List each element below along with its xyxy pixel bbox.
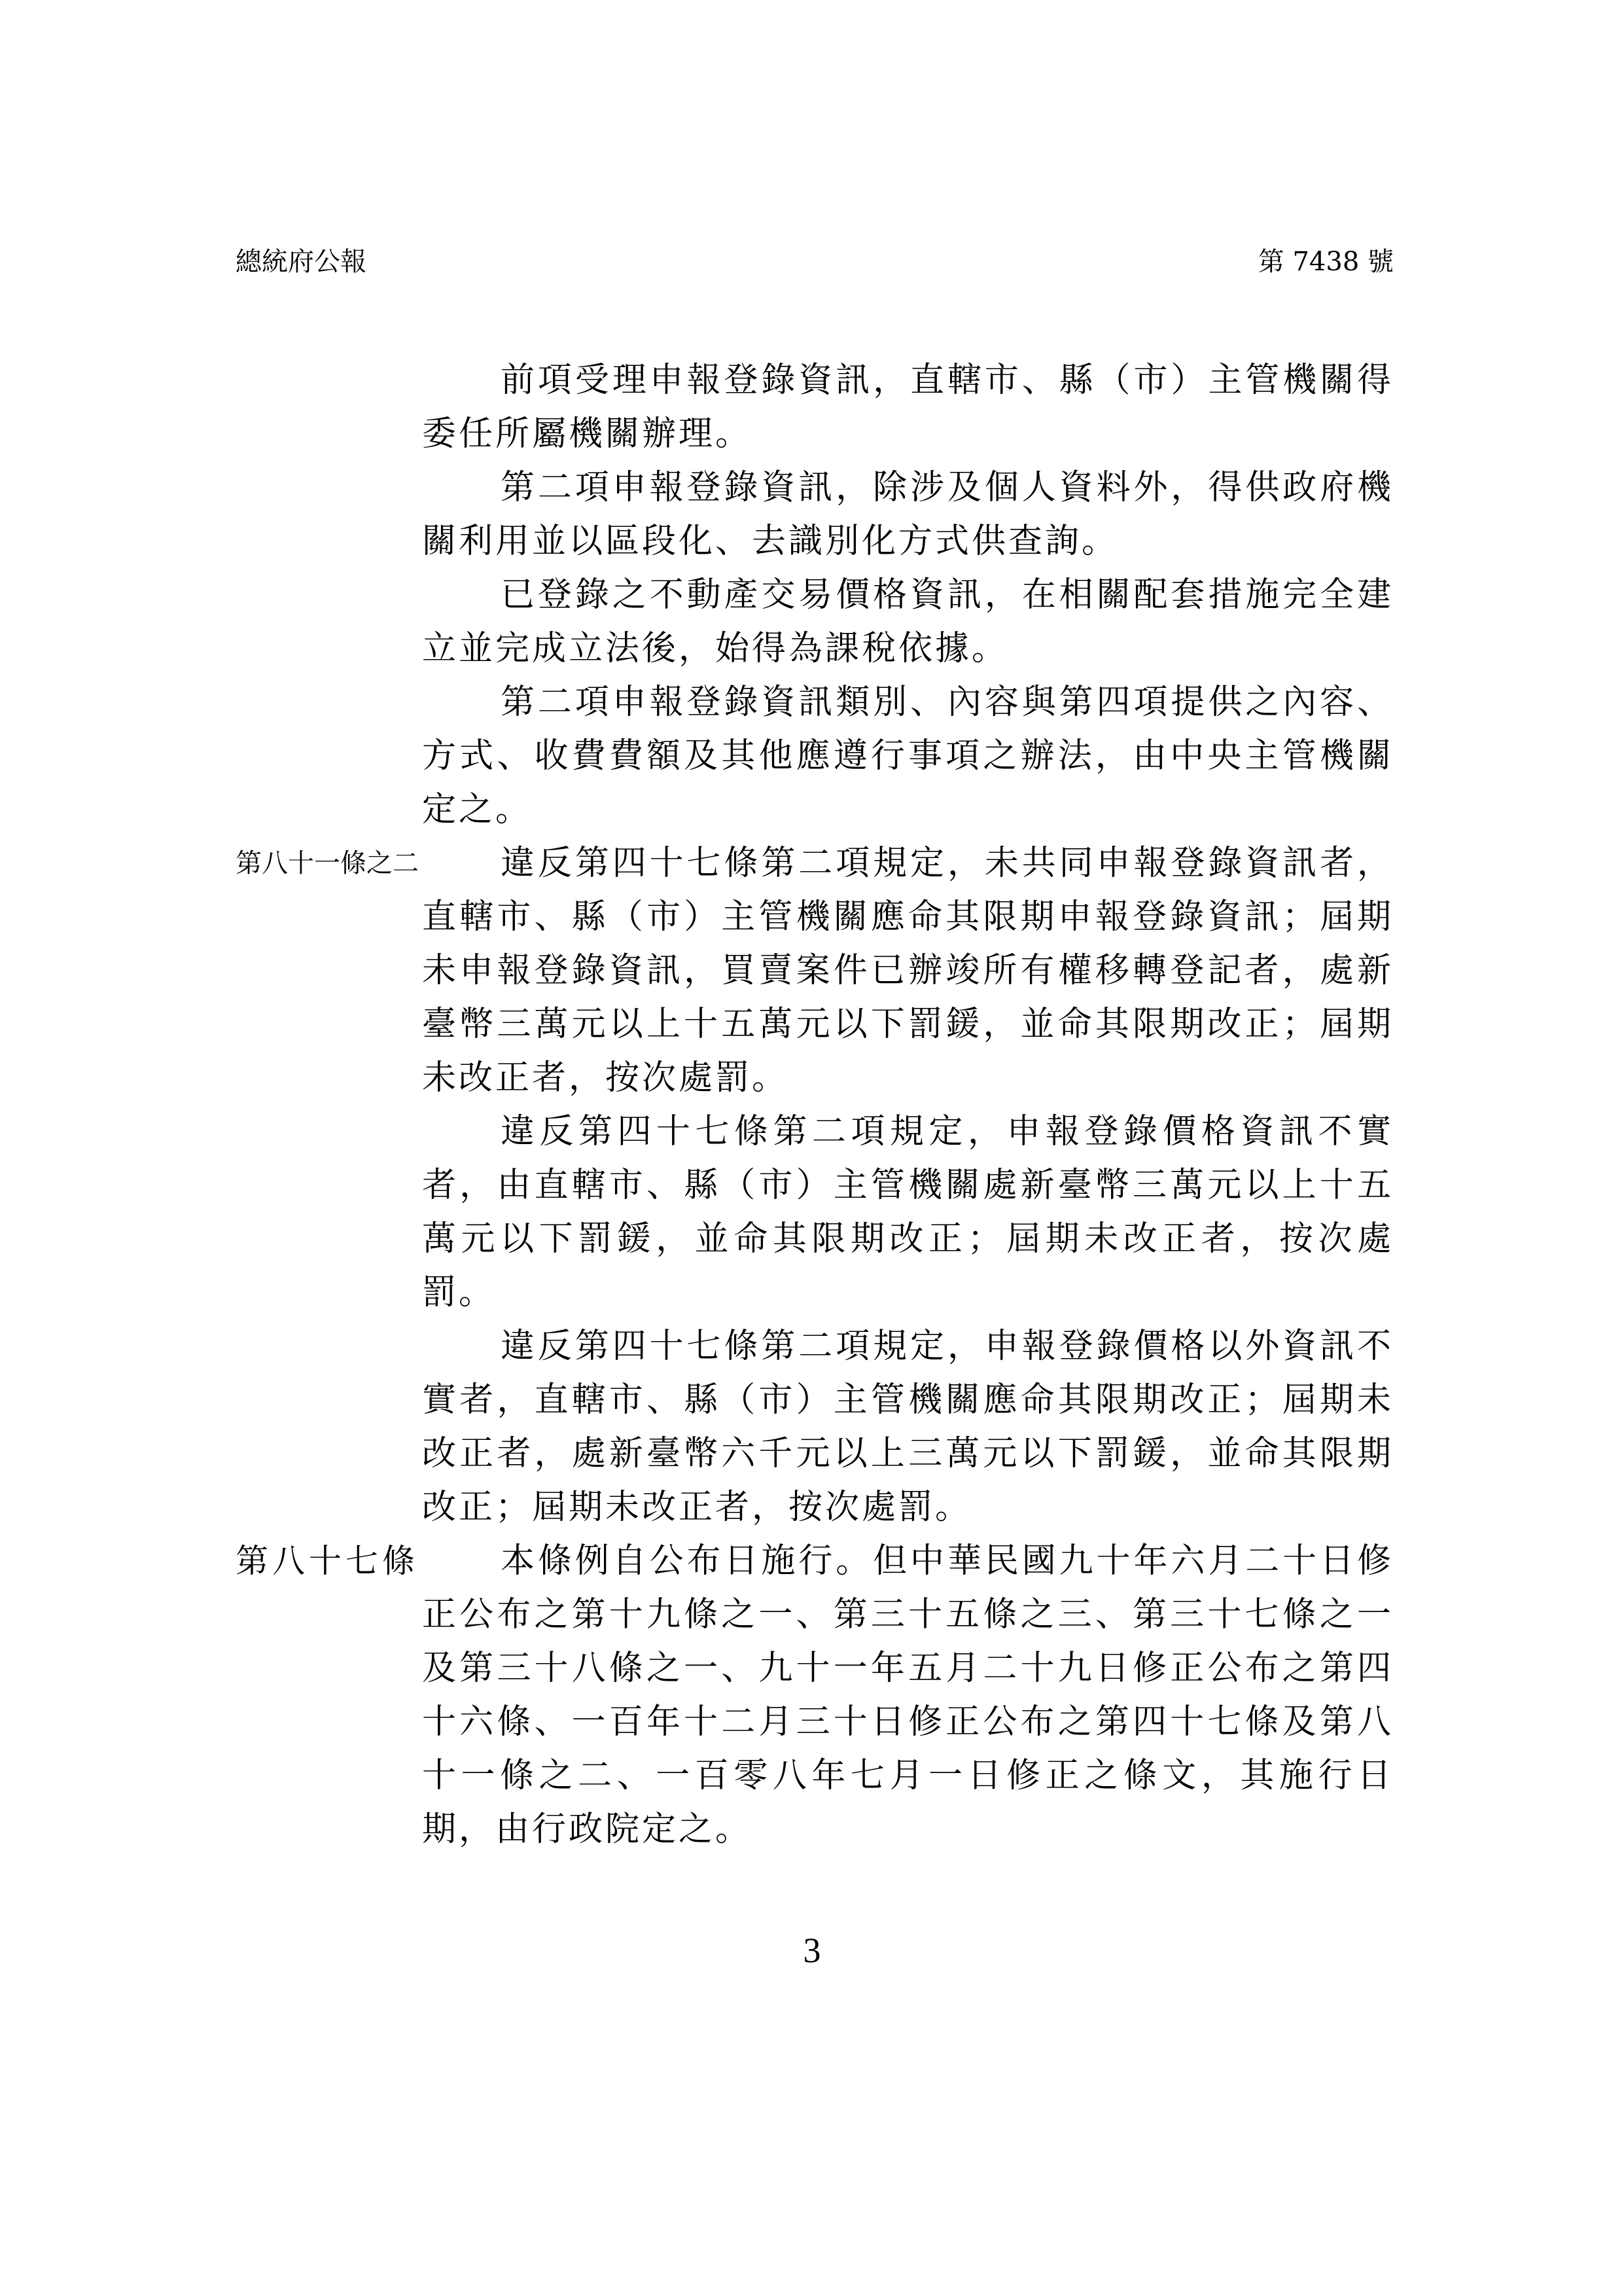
article-81-2-paragraph-1: 違反第四十七條第二項規定，未共同申報登錄資訊者，直轄市、縣（市）主管機關應命其限期申報登錄資訊；屆期未申報登錄資訊，買賣案件已辦竣所有權移轉登記者，處新臺幣三萬元以上十五萬元以下罰鍰，並命其限期改正；屆期未改正者，按次處罰。 [422,844,1394,1098]
article-81-2-paragraph-2: 違反第四十七條第二項規定，申報登錄價格資訊不實者，由直轄市、縣（市）主管機關處新臺幣三萬元以上十五萬元以下罰鍰，並命其限期改正；屆期未改正者，按次處罰。 [422,1112,1394,1312]
page-header [236,242,1394,281]
page-number: 3 [803,1931,821,1970]
article-87 [236,1534,1394,1856]
article-87-label: 第八十七條 [236,1542,419,1580]
document-body [236,353,1394,1856]
article-81-2-label: 第八十一條之二 [236,848,419,878]
intro-paragraph-2: 第二項申報登錄資訊，除涉及個人資料外，得供政府機關利用並以區段化、去識別化方式供查詢。 [422,468,1394,561]
article-87-paragraph-1: 本條例自公布日施行。但中華民國九十年六月二十日修正公布之第十九條之一、第三十五條之三、第三十七條之一及第三十八條之一、九十一年五月二十九日修正公布之第四十六條、一百年十二月三十日修正公布之第四十七條及第八十一條之二、一百零八年七月一日修正之條文，其施行日期，由行政院定之。 [422,1541,1394,1849]
article-81-2 [236,836,1394,1534]
intro-paragraph-4: 第二項申報登錄資訊類別、內容與第四項提供之內容、方式、收費費額及其他應遵行事項之辦法，由中央主管機關定之。 [422,683,1394,829]
intro-paragraph-1: 前項受理申報登錄資訊，直轄市、縣（市）主管機關得委任所屬機關辦理。 [422,361,1394,454]
publication-title: 總統府公報 [236,247,366,277]
intro-paragraph-3: 已登錄之不動產交易價格資訊，在相關配套措施完全建立並完成立法後，始得為課稅依據。 [422,575,1394,668]
article-81-2-paragraph-3: 違反第四十七條第二項規定，申報登錄價格以外資訊不實者，直轄市、縣（市）主管機關應命其限期改正；屆期未改正者，處新臺幣六千元以上三萬元以下罰鍰，並命其限期改正；屆期未改正者，按次處罰。 [422,1327,1394,1527]
issue-number: 第 7438 號 [1258,247,1394,277]
